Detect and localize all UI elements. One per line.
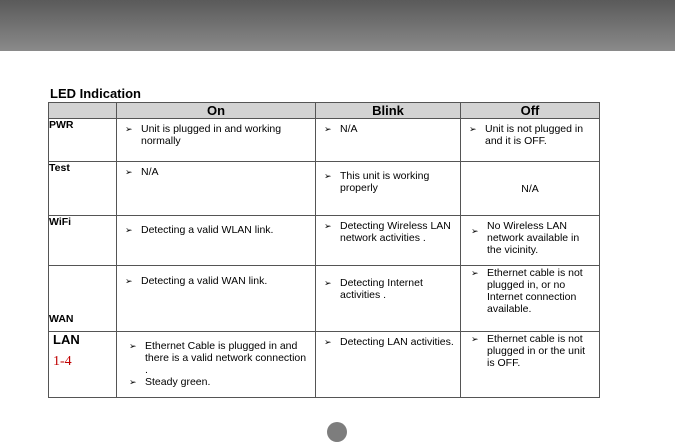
bullet-arrow-icon: ➢ bbox=[125, 225, 133, 235]
lan-on-cell: ➢ Ethernet Cable is plugged in and there is a valid network connection . ➢ Steady green. bbox=[117, 332, 316, 398]
section-title: LED Indication bbox=[50, 86, 141, 101]
lan-blink-cell: ➢ Detecting LAN activities. bbox=[316, 332, 461, 398]
wifi-off-cell: ➢ No Wireless LAN network available in the vicinity. bbox=[461, 216, 600, 266]
row-sublabel-lan-ports: 1-4 bbox=[53, 354, 72, 369]
bullet-arrow-icon: ➢ bbox=[129, 341, 137, 351]
lan-off-cell: ➢ Ethernet cable is not plugged in or the unit is OFF. bbox=[461, 332, 600, 398]
bullet-arrow-icon: ➢ bbox=[471, 268, 479, 278]
bullet-arrow-icon: ➢ bbox=[324, 221, 332, 231]
table-row bbox=[49, 119, 600, 162]
pwr-on-cell: ➢ Unit is plugged in and working normally bbox=[117, 119, 316, 162]
bullet-arrow-icon: ➢ bbox=[324, 171, 332, 181]
column-header-on: On bbox=[117, 103, 316, 119]
wan-blink-cell: ➢ Detecting Internet activities . bbox=[316, 266, 461, 332]
bullet-arrow-icon: ➢ bbox=[125, 276, 133, 286]
row-label-lan: LAN bbox=[53, 332, 80, 347]
bullet-arrow-icon: ➢ bbox=[471, 334, 479, 344]
bullet-arrow-icon: ➢ bbox=[324, 278, 332, 288]
bullet-arrow-icon: ➢ bbox=[125, 167, 133, 177]
bullet-arrow-icon: ➢ bbox=[125, 124, 133, 134]
row-label-pwr: PWR bbox=[49, 119, 117, 162]
table-row bbox=[49, 266, 600, 332]
table-row bbox=[49, 216, 600, 266]
table-row bbox=[49, 332, 600, 398]
wifi-blink-cell: ➢ Detecting Wireless LAN network activities . bbox=[316, 216, 461, 266]
column-header-off: Off bbox=[461, 103, 600, 119]
led-indication-table bbox=[48, 102, 600, 398]
wifi-on-cell: ➢ Detecting a valid WLAN link. bbox=[117, 216, 316, 266]
test-on-cell: ➢ N/A bbox=[117, 162, 316, 216]
page-indicator-dot bbox=[327, 422, 347, 442]
bullet-arrow-icon: ➢ bbox=[324, 124, 332, 134]
wan-off-cell: ➢ Ethernet cable is not plugged in, or no Internet connection available. bbox=[461, 266, 600, 332]
wan-on-cell: ➢ Detecting a valid WAN link. bbox=[117, 266, 316, 332]
bullet-arrow-icon: ➢ bbox=[129, 377, 137, 387]
test-blink-cell: ➢ This unit is working properly bbox=[316, 162, 461, 216]
row-label-wifi: WiFi bbox=[49, 216, 117, 266]
table-header-row bbox=[49, 103, 600, 119]
row-label-lan-cell bbox=[49, 332, 117, 398]
pwr-off-cell: ➢ Unit is not plugged in and it is OFF. bbox=[461, 119, 600, 162]
pwr-blink-cell: ➢ N/A bbox=[316, 119, 461, 162]
column-header-blink: Blink bbox=[316, 103, 461, 119]
row-label-test: Test bbox=[49, 162, 117, 216]
header-bar bbox=[0, 0, 675, 51]
bullet-arrow-icon: ➢ bbox=[469, 124, 477, 134]
test-off-cell: N/A bbox=[461, 162, 600, 216]
header-corner bbox=[49, 103, 117, 119]
table-row bbox=[49, 162, 600, 216]
row-label-wan: WAN bbox=[49, 266, 117, 332]
bullet-arrow-icon: ➢ bbox=[324, 337, 332, 347]
bullet-arrow-icon: ➢ bbox=[471, 226, 479, 236]
